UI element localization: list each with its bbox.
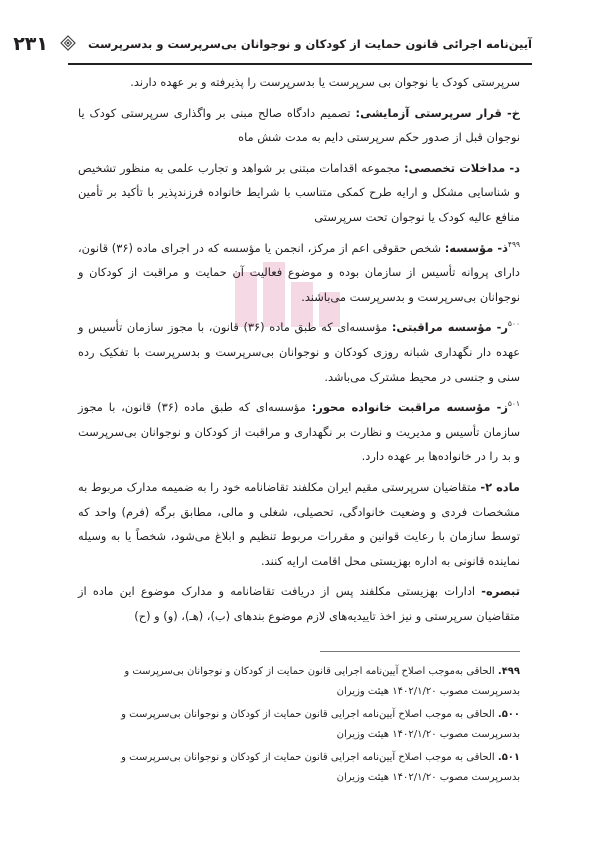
- footnote: [78, 705, 520, 744]
- page-header: [13, 30, 532, 58]
- paragraph-text: ادارات بهزیستی مکلفند پس از دریافت تقاضانامه و مدارک موضوع این ماده از متقاضیان سرپرستی و نیز اخذ تاییدیه‌های لازم موضوع بندهای (ب)، (هـ)، (و) و (ح): [78, 584, 520, 623]
- paragraph-text: سرپرستی کودک یا نوجوان بی سرپرست یا بدسرپرست را پذیرفته و بر عهده دارند.: [130, 75, 520, 89]
- page-number: ۲۳۱: [13, 33, 48, 55]
- footnote-divider: [320, 651, 520, 652]
- paragraph: [78, 236, 520, 310]
- footnote-reference[interactable]: ۵۰۰: [507, 319, 520, 329]
- paragraph-text: مؤسسه‌ای که طبق ماده (۳۶) قانون، با مجوز سازمان تأسیس و عهده دار نگهداری شبانه روزی کودکان و نوجوانان بی‌سرپرست و بدسرپرست با تفکیک رده سنی و جنسی در محیط مشترک می‌باشد.: [78, 320, 520, 384]
- footnote-reference[interactable]: ۵۰۱: [507, 399, 520, 409]
- paragraph-heading: د- مداخلات تخصصی:: [404, 160, 520, 175]
- paragraph-text: مجموعه اقدامات مبتنی بر شواهد و تجارب علمی به منظور تشخیص و شناسایی مشکل و ارایه طرح کمکی متناسب با شرایط خانواده فرزندپذیر با تأکید بر تأمین منافع عالیه کودک یا نوجوان تحت سرپرستی: [78, 160, 520, 224]
- diamond-ornament-icon: [60, 35, 76, 54]
- paragraph: [78, 101, 520, 150]
- paragraph: [78, 475, 520, 573]
- paragraph-heading: تبصره-: [481, 584, 520, 599]
- paragraph: [78, 315, 520, 389]
- footnote: [78, 662, 520, 701]
- paragraph: [78, 579, 520, 628]
- paragraph-text: مؤسسه‌ای که طبق ماده (۳۶) قانون، با مجوز سازمان تأسیس و مدیریت و نظارت بر نگهداری و مراقبت از کودکان و نوجوانان بی‌سرپرست و بد را در خانواده‌ها بر عهده دارد.: [78, 400, 520, 464]
- paragraph: [78, 395, 520, 469]
- header-divider: [68, 63, 532, 65]
- footnote-number: ۴۹۹.: [497, 666, 520, 677]
- paragraph-text: تصمیم دادگاه صالح مبنی بر واگذاری سرپرستی کودک یا نوجوان قبل از صدور حکم سرپرستی دایم به مدت شش ماه: [78, 105, 520, 145]
- paragraph-text: متقاضیان سرپرستی مقیم ایران مکلفند تقاضانامه خود را به ضمیمه مدارک مربوط به مشخصات فردی و وضعیت خانوادگی، تحصیلی، شغلی و مالی، مطابق برگه (فرم) واحد که توسط سازمان با رعایت قوانین و مقررات مربوط تنظیم و ابلاغ می‌شود، شخصاً یا به وسیله نماینده قانونی به اداره بهزیستی محل اقامت ارایه کنند.: [78, 479, 520, 568]
- footnotes: [78, 662, 520, 791]
- main-text: [78, 70, 520, 634]
- paragraph: [78, 156, 520, 230]
- footnote-number: ۵۰۰.: [497, 709, 520, 720]
- paragraph-heading: ماده ۲-: [480, 479, 520, 494]
- paragraph-heading: ذ- مؤسسه:: [444, 240, 508, 255]
- paragraph: [78, 70, 520, 95]
- paragraph-heading: خ- قرار سرپرستی آزمایشی:: [355, 105, 520, 120]
- paragraph-heading: ز- مؤسسه مراقبت خانواده محور:: [311, 400, 508, 415]
- footnote-text: الحاقی به موجب اصلاح آیین‌نامه اجرایی قانون حمایت از کودکان و نوجوانان بی‌سرپرست و بدسرپرست مصوب ۱۴۰۲/۱/۲۰ هیئت وزیران: [121, 752, 520, 783]
- footnote-number: ۵۰۱.: [497, 752, 520, 763]
- footnote: [78, 748, 520, 787]
- paragraph-text: شخص حقوقی اعم از مرکز، انجمن یا مؤسسه که در اجرای ماده (۳۶) قانون، دارای پروانه تأسیس از سازمان بوده و موضوع فعالیت آن حمایت و مراقبت از کودکان و نوجوانان بی‌سرپرست و بدسرپرست می‌باشند.: [78, 240, 520, 304]
- footnote-reference[interactable]: ۴۹۹: [507, 239, 521, 249]
- footnote-text: الحاقی به‌موجب اصلاح آیین‌نامه اجرایی قانون حمایت از کودکان و نوجوانان بی‌سرپرست و بدسرپرست مصوب ۱۴۰۲/۱/۲۰ هیئت وزیران: [124, 666, 520, 697]
- footnote-text: الحاقی به موجب اصلاح آیین‌نامه اجرایی قانون حمایت از کودکان و نوجوانان بی‌سرپرست و بدسرپرست مصوب ۱۴۰۲/۱/۲۰ هیئت وزیران: [121, 709, 520, 740]
- paragraph-heading: ر- مؤسسه مراقبتی:: [391, 320, 508, 335]
- running-title: آیین‌نامه اجرائی قانون حمایت از کودکان و نوجوانان بی‌سرپرست و بدسرپرست: [88, 37, 532, 51]
